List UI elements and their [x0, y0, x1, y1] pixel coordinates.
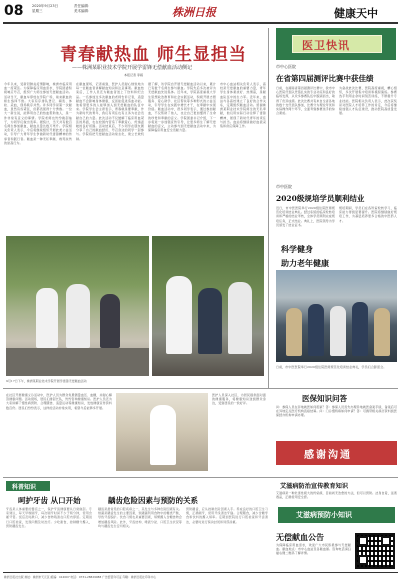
photo-figure: [352, 302, 368, 356]
photo-figure: [330, 306, 346, 356]
knowledge-header-label: 科普知识: [12, 484, 37, 491]
masthead-rule: [3, 22, 398, 24]
bottom-notice-title: 无偿献血公告: [276, 532, 324, 542]
knowledge-middle-title: 龋齿危险因素与预防的关系: [108, 496, 198, 505]
section-title: 健康天中: [334, 7, 378, 20]
slogan-line-2: 助力老年健康: [281, 258, 329, 268]
ad-inner-banner-label: 艾滋病预防小知识: [296, 510, 352, 519]
photo-figure: [66, 284, 90, 348]
side-news-1-body: 日前，在湖南省第四届测评比赛中，我市中心医院代表队凭借扎实的专业功底和良好的临场发挥，从众多参赛队伍中脱颖而出，取得了优异成绩。此次比赛共有来自全省各地的数十支代表队参加，比赛分为理论考试和实际操作两个环节，全面考察参赛选手的综合素质。: [276, 86, 335, 116]
ad-box-body: 艾滋病是一种危害性极大的传染病，目前尚无治愈的方法，但可以预防。洁身自爱，远离毒品，正确使用安全套。: [276, 491, 397, 500]
lead-body-col-3: 据了解，该学院自开展无偿献血活动以来，累计已有数千名师生参与献血。学院先后多次被评为无偿献血先进集体。近年来，学院高度重视大学生思想政治教育和社会实践活动，积极开展志愿服务、爱心助学、社区帮扶等多种形式的公益活动，引导学生在实践中增长才干，在奉献中实现价值。献血活动中，很多同学表示，通过参加献血，不仅帮助了他人，也让自己更加懂得了生命的珍贵和奉献的意义。学院团委书记介绍，下一步将进一步加强宣传引导，让更多师生了解无偿献血的意义，主动参与到无偿献血活动中来，为保障临床用血安全贡献力量。: [148, 82, 216, 133]
feature-photo-2: [116, 393, 208, 471]
lead-photo-left: [6, 236, 149, 376]
photo-figure: [198, 288, 222, 354]
lead-body-col-2: 在献血现场，记者看到，医护人员耐心细致地为每一位献血者讲解献血知识和注意事项。献血结束后，工作人员还为献血者送上了饮料和纪念品。一名参加过多次献血的老师告诉记者，适量献血不会影响身体健康，反而能促进造血功能。他希望更多的人能够加入到无偿献血的队伍中来。学院学生会主席表示，青春就是要奉献，作为新时代的青年，我们有责任也有义务为社会贡献自己的力量。此次活动不仅缓解了临床用血紧张的局面，也在校园内营造了奉献爱心、传递温暖的良好氛围。活动结束后，不少同学在朋友圈分享了自己的献血经历，号召身边的同学一起参与。学院将把无偿献血活动常态化，建立长效机制。: [76, 82, 144, 141]
knowledge-left-body: 牙齿是人体重要的器官之一，保护牙齿健康要从日常做起。专家建议，每天早晚刷牙，每次刷牙时间不少于两分钟，使用含氟牙膏。饭后及时漱口，减少食物残渣在口腔内停留。定期进行口腔检查，发现问题及时治疗。少吃甜食，控制糖分摄入，预防龋齿发生。: [6, 507, 92, 528]
lead-photo-right: [152, 236, 264, 376]
lead-body-col-4: 市中心血站相关负责人表示，高校是无偿献血的重要力量，青年学生身体素质好、热情高，是献血队伍中的生力军。近年来，血站与各高校建立了良好的合作关系，定期组织献血活动。感谢株洲某职业技术学院师生的无私奉献，他们用实际行动诠释了雷锋精神，展现了新时代青年的责任与担当。血站将继续做好血液采集和供应保障工作。: [220, 82, 266, 129]
knowledge-left-title: 呵护牙齿 从口开始: [18, 496, 81, 505]
notice-box-body: 问：参保人员在异地就医如何报销？答：参保人员需先办理异地就医备案手续，备案后可在异地定点医疗机构直接结算。问：门诊慢特病如何申请？答：可携带相关病历资料到医保经办机构申请办理。: [276, 405, 397, 418]
column-divider: [268, 28, 269, 388]
lead-byline: 本报记者 李娟: [124, 73, 143, 77]
qr-finder: [381, 536, 391, 546]
side-photo-caption: 日前，市中医医院举行2020级住院医师规范化培训结业典礼，学员们合影留念。: [276, 365, 387, 369]
photo-figure: [150, 405, 176, 465]
designer-line: 美术编辑：: [74, 9, 92, 13]
photo-figure: [374, 308, 390, 356]
page-number: 08: [4, 3, 24, 19]
knowledge-middle-body-1: 龋齿是最常见的口腔疾病之一，其发生与多种危险因素有关。细菌是龋齿发生的主要因素，致龋菌利用食物中的糖类产酸，导致牙齿脱矿。饮食习惯也是重要因素，频繁摄入含糖食物会增加龋齿风险。此外，牙齿结构、唾液分泌、口腔卫生状况等均与龋齿发生密切相关。: [98, 507, 182, 528]
photo-figure: [100, 294, 120, 348]
lead-headline: 青春献热血 师生显担当: [60, 45, 247, 65]
side-news-2-body-2: 规培期间，学员们在各科室轮转学习，临床能力得到显著提升。医院将继续做好规培工作，为基层培养更多合格的中医药人才。: [339, 206, 397, 223]
side-news-2-body: 近日，市中医医院举行2020级住院医师规范化培训结业典礼。经过系统的临床轮转培训和严格的结业考核，全体学员顺利完成规培任务，正式结业。典礼上，医院领导为学员颁发了结业证书。: [276, 206, 335, 227]
side-news-2-title: 2020级规培学员顺利结业: [276, 194, 365, 203]
editor-line: 责任编辑：: [74, 4, 92, 8]
qr-code: [355, 533, 395, 569]
lead-subtitle: ——株洲某职业技术学院开展学雷锋无偿献血活动侧记: [72, 65, 193, 71]
notice-box: [276, 393, 397, 471]
photo-ground: [6, 348, 149, 376]
feature-text-right: 医护人员深入社区，为居民提供面对面的健康服务，将健康知识送到群众身边，受到居民的一致好评。: [212, 393, 266, 406]
footer-text: 株洲日报社出版 地址：株洲市天元区 邮编：412007 电话：0731-28829988 广告经营许可证 印刷：株洲日报社印务中心: [4, 575, 157, 579]
photo-figure: [36, 288, 58, 348]
photo-figure: [166, 276, 192, 354]
weekday-line: 星期三: [32, 9, 43, 13]
knowledge-middle-body-2: 预防龋齿，应从控制危险因素入手。养成良好的口腔卫生习惯，正确刷牙，使用牙线清洁牙缝。合理膳食，减少含糖零食和饮料的摄入频率。定期到医院进行口腔检查和牙齿清洁，必要时进行窝沟封闭和局部涂氟。: [186, 507, 268, 524]
paper-logo: 株洲日报: [172, 6, 216, 19]
ad-box-title: 艾滋病防治宣传教育知识: [280, 483, 349, 490]
notice-banner: [276, 441, 397, 465]
ad-inner-banner: [278, 507, 395, 523]
photo-figure: [286, 308, 302, 356]
bottom-notice-body: 为保障临床用血需求，欢迎广大市民积极参与无偿献血。献血地点：市中心血站及各献血屋。咨询电话请扫描右侧二维码了解详情。: [276, 543, 351, 556]
editor-block: [74, 4, 92, 14]
notice-banner-label: 感谢沟通: [304, 450, 352, 461]
photo-figure: [228, 282, 252, 354]
section-rule: [3, 388, 398, 389]
section-rule: [3, 477, 398, 478]
news-banner-label: 医卫快讯: [302, 39, 350, 52]
date-block: [32, 4, 58, 14]
photo-caption: 9月17日下午，株洲某职业技术学院开展学雷锋无偿献血活动: [6, 379, 87, 383]
photo-figure: [308, 304, 324, 356]
slogan-line-1: 科学健身: [281, 244, 313, 254]
footer-rule: [3, 572, 398, 573]
feature-text-left: 在社区开展健康义诊活动中，医护人员为群众免费测量血压、血糖，并耐心解答健康问题。活动现场，居民们排起长队，纷纷咨询健康知识。医护人员还为大家讲解了慢性病预防、合理膳食、适量运动等健康知识，发放健康宣传资料数百份。居民们纷纷表示，这样的活动非常实用，希望今后能够多开展。: [6, 393, 112, 410]
side-news-2-kicker: 市中医院: [276, 184, 292, 189]
side-news-1-title: 在省第四届测评比赛中获佳绩: [276, 74, 374, 83]
side-news-1-kicker: 市中心医院: [276, 64, 296, 69]
news-banner: [276, 28, 396, 60]
qr-finder: [358, 536, 368, 546]
qr-finder: [358, 555, 368, 565]
ad-box: [276, 481, 397, 525]
lead-body-col-1: 今年以来，受新冠肺炎疫情影响，株洲市临床用血一度紧张。为保障临床用血需求，学院团委积极响应号召，组织广大师生参加无偿献血活动。活动当天，献血车停放在学院广场，前来献血的师生络绎不绝。大家有序排队登记、填表、体检、采血，现场秩序井然。许多同学是第一次献血，虽然有些紧张，但都表现得十分勇敢。一位大一新生说，能够用自己的热血帮助他人，是一件非常有意义的事情。学院老师也纷纷挽起袖子，为同学们做出表率。据统计，当天共有数百名师生参加献血，献血总量达数万毫升。学院相关负责人表示，今后将继续组织开展此类公益活动，引导广大青年学生争做新时代雷锋精神的传承者和践行者。献血是一种无私奉献、救死扶伤的崇高行为。: [4, 82, 72, 145]
side-news-1-body-2: 为备战此次比赛，医院高度重视，精心组织，多次开展集中培训和模拟演练。参赛选手利用业余时间刻苦训练，不断提升专业技能。医院相关负责人表示，此次获奖是对医院人才培养工作的肯定，今后将继续加强人才队伍建设，推动医院高质量发展。: [339, 86, 397, 116]
notice-box-title: 医保知识问答: [302, 394, 347, 403]
knowledge-header: [6, 481, 50, 491]
masthead: [0, 0, 401, 26]
date-line: 2020年9月23日: [32, 4, 59, 8]
side-photo: [276, 270, 397, 362]
